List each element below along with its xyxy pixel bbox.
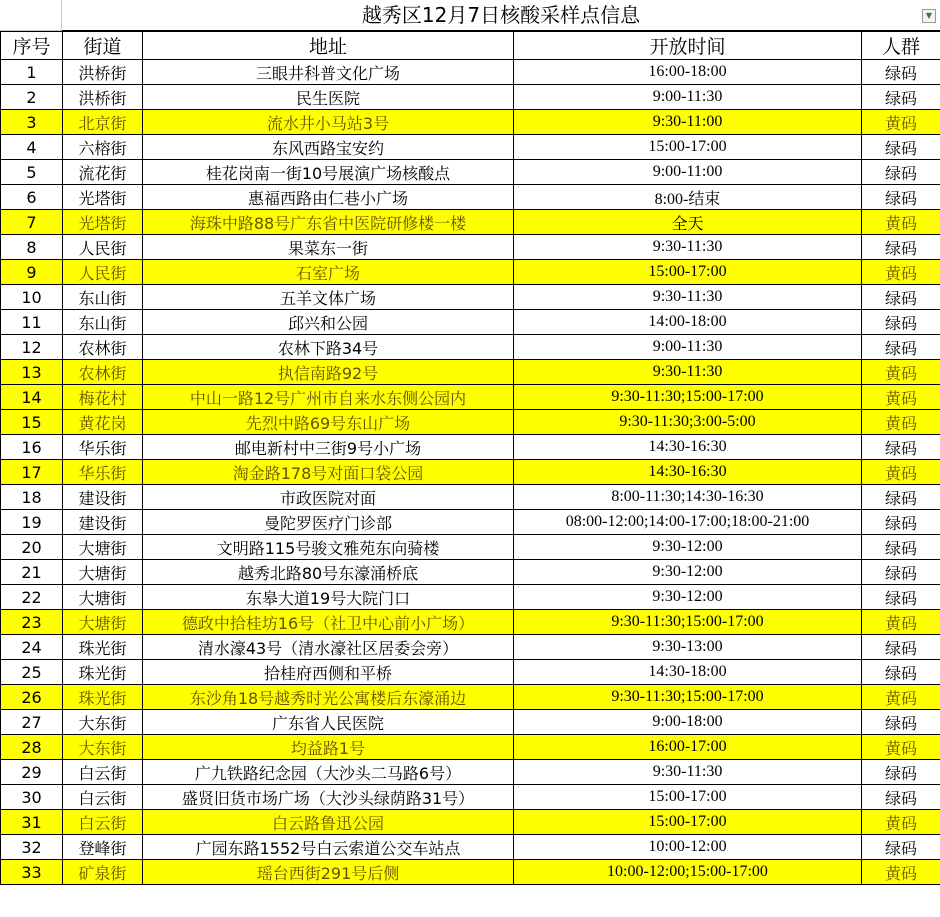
cell-address[interactable]: 德政中拾桂坊16号（社卫中心前小广场）: [143, 610, 514, 635]
cell-open-time[interactable]: 9:30-11:30: [514, 760, 862, 785]
table-row: [1, 385, 940, 410]
cell-group[interactable]: 黄码: [862, 735, 940, 760]
cell-open-time[interactable]: 9:30-11:30: [514, 235, 862, 260]
cell-group[interactable]: 绿码: [862, 285, 940, 310]
cell-street[interactable]: 白云街: [63, 810, 143, 835]
table-row: [1, 235, 940, 260]
cell-address[interactable]: 五羊文体广场: [143, 285, 514, 310]
cell-address[interactable]: 邮电新村中三街9号小广场: [143, 435, 514, 460]
cell-open-time[interactable]: 9:30-12:00: [514, 585, 862, 610]
filter-dropdown-icon[interactable]: ▼: [922, 9, 936, 23]
cell-open-time[interactable]: 10:00-12:00;15:00-17:00: [514, 860, 862, 885]
cell-index[interactable]: 10: [1, 285, 63, 310]
cell-open-time[interactable]: 9:00-11:30: [514, 335, 862, 360]
cell-group[interactable]: 黄码: [862, 110, 940, 135]
cell-address[interactable]: 东皋大道19号大院门口: [143, 585, 514, 610]
cell-group[interactable]: 黄码: [862, 460, 940, 485]
cell-address[interactable]: 盛贤旧货市场广场（大沙头绿荫路31号）: [143, 785, 514, 810]
header-address[interactable]: 地址: [143, 32, 514, 60]
table-row: [1, 360, 940, 385]
cell-index[interactable]: 23: [1, 610, 63, 635]
cell-open-time[interactable]: 9:30-11:30: [514, 285, 862, 310]
cell-open-time[interactable]: 9:00-11:30: [514, 85, 862, 110]
cell-index[interactable]: 24: [1, 635, 63, 660]
cell-open-time[interactable]: 9:30-11:00: [514, 110, 862, 135]
cell-open-time[interactable]: 16:00-18:00: [514, 60, 862, 85]
cell-index[interactable]: 28: [1, 735, 63, 760]
cell-index[interactable]: 1: [1, 60, 63, 85]
cell-address[interactable]: 广九铁路纪念园（大沙头二马路6号）: [143, 760, 514, 785]
cell-group[interactable]: 绿码: [862, 585, 940, 610]
cell-index[interactable]: 22: [1, 585, 63, 610]
cell-street[interactable]: 大塘街: [63, 535, 143, 560]
table-row: [1, 460, 940, 485]
table-row: [1, 85, 940, 110]
table-row: [1, 335, 940, 360]
cell-group[interactable]: 绿码: [862, 560, 940, 585]
cell-group[interactable]: 绿码: [862, 310, 940, 335]
cell-group[interactable]: 黄码: [862, 810, 940, 835]
cell-group[interactable]: 绿码: [862, 135, 940, 160]
cell-address[interactable]: 白云路鲁迅公园: [143, 810, 514, 835]
cell-street[interactable]: 华乐街: [63, 460, 143, 485]
cell-open-time[interactable]: 15:00-17:00: [514, 810, 862, 835]
cell-address[interactable]: 淘金路178号对面口袋公园: [143, 460, 514, 485]
cell-street[interactable]: 矿泉街: [63, 860, 143, 885]
table-row: [1, 835, 940, 860]
cell-street[interactable]: 梅花村: [63, 385, 143, 410]
cell-open-time[interactable]: 14:30-16:30: [514, 435, 862, 460]
cell-group[interactable]: 绿码: [862, 85, 940, 110]
cell-index[interactable]: 20: [1, 535, 63, 560]
cell-address[interactable]: 执信南路92号: [143, 360, 514, 385]
cell-group[interactable]: 绿码: [862, 785, 940, 810]
cell-street[interactable]: 珠光街: [63, 635, 143, 660]
table-row: [1, 535, 940, 560]
cell-address[interactable]: 广东省人民医院: [143, 710, 514, 735]
cell-open-time[interactable]: 9:30-13:00: [514, 635, 862, 660]
cell-index[interactable]: 5: [1, 160, 63, 185]
cell-address[interactable]: 石室广场: [143, 260, 514, 285]
table-body: [1, 60, 940, 885]
cell-address[interactable]: 东沙角18号越秀时光公寓楼后东濠涌边: [143, 685, 514, 710]
cell-group[interactable]: 绿码: [862, 835, 940, 860]
cell-street[interactable]: 建设街: [63, 510, 143, 535]
cell-group[interactable]: 绿码: [862, 235, 940, 260]
table-row: [1, 210, 940, 235]
cell-group[interactable]: 绿码: [862, 485, 940, 510]
cell-address[interactable]: 拾桂府西侧和平桥: [143, 660, 514, 685]
cell-address[interactable]: 文明路115号骏文雅苑东向骑楼: [143, 535, 514, 560]
cell-index[interactable]: 26: [1, 685, 63, 710]
cell-index[interactable]: 11: [1, 310, 63, 335]
cell-index[interactable]: 14: [1, 385, 63, 410]
cell-address[interactable]: 东风西路宝安约: [143, 135, 514, 160]
cell-street[interactable]: 白云街: [63, 785, 143, 810]
cell-open-time[interactable]: 8:00-结束: [514, 185, 862, 210]
cell-index[interactable]: 17: [1, 460, 63, 485]
cell-index[interactable]: 9: [1, 260, 63, 285]
cell-group[interactable]: 黄码: [862, 860, 940, 885]
table-row: [1, 685, 940, 710]
cell-street[interactable]: 建设街: [63, 485, 143, 510]
cell-group[interactable]: 绿码: [862, 335, 940, 360]
table-row: [1, 285, 940, 310]
cell-index[interactable]: 25: [1, 660, 63, 685]
cell-open-time[interactable]: 10:00-12:00: [514, 835, 862, 860]
cell-open-time[interactable]: 15:00-17:00: [514, 785, 862, 810]
cell-open-time[interactable]: 08:00-12:00;14:00-17:00;18:00-21:00: [514, 510, 862, 535]
cell-street[interactable]: 华乐街: [63, 435, 143, 460]
cell-index[interactable]: 30: [1, 785, 63, 810]
cell-index[interactable]: 18: [1, 485, 63, 510]
cell-index[interactable]: 16: [1, 435, 63, 460]
cell-group[interactable]: 黄码: [862, 260, 940, 285]
cell-street[interactable]: 黄花岗: [63, 410, 143, 435]
cell-index[interactable]: 12: [1, 335, 63, 360]
sampling-sites-table: [0, 31, 940, 885]
cell-group[interactable]: 黄码: [862, 410, 940, 435]
cell-street[interactable]: 北京街: [63, 110, 143, 135]
cell-group[interactable]: 绿码: [862, 710, 940, 735]
table-row: [1, 310, 940, 335]
cell-address[interactable]: 中山一路12号广州市自来水东侧公园内: [143, 385, 514, 410]
cell-index[interactable]: 29: [1, 760, 63, 785]
cell-group[interactable]: 绿码: [862, 160, 940, 185]
cell-open-time[interactable]: 14:30-16:30: [514, 460, 862, 485]
cell-address[interactable]: 先烈中路69号东山广场: [143, 410, 514, 435]
cell-street[interactable]: 珠光街: [63, 660, 143, 685]
header-group[interactable]: 人群: [862, 32, 940, 60]
cell-open-time[interactable]: 9:00-11:00: [514, 160, 862, 185]
cell-group[interactable]: 黄码: [862, 610, 940, 635]
cell-open-time[interactable]: 15:00-17:00: [514, 260, 862, 285]
cell-group[interactable]: 黄码: [862, 385, 940, 410]
cell-index[interactable]: 21: [1, 560, 63, 585]
header-row: [1, 32, 940, 60]
cell-address[interactable]: 民生医院: [143, 85, 514, 110]
table-row: [1, 410, 940, 435]
cell-open-time[interactable]: 9:30-12:00: [514, 560, 862, 585]
table-row: [1, 110, 940, 135]
cell-group[interactable]: 绿码: [862, 660, 940, 685]
cell-address[interactable]: 越秀北路80号东濠涌桥底: [143, 560, 514, 585]
cell-open-time[interactable]: 8:00-11:30;14:30-16:30: [514, 485, 862, 510]
cell-open-time[interactable]: 全天: [514, 210, 862, 235]
cell-address[interactable]: 农林下路34号: [143, 335, 514, 360]
cell-index[interactable]: 13: [1, 360, 63, 385]
cell-street[interactable]: 东山街: [63, 310, 143, 335]
cell-address[interactable]: 市政医院对面: [143, 485, 514, 510]
cell-street[interactable]: 人民街: [63, 235, 143, 260]
table-row: [1, 510, 940, 535]
cell-address[interactable]: 瑶台西街291号后侧: [143, 860, 514, 885]
cell-address[interactable]: 流水井小马站3号: [143, 110, 514, 135]
table-row: [1, 760, 940, 785]
table-row: [1, 260, 940, 285]
header-open-time[interactable]: 开放时间: [514, 32, 862, 60]
table-row: [1, 860, 940, 885]
cell-group[interactable]: 黄码: [862, 210, 940, 235]
cell-group[interactable]: 绿码: [862, 510, 940, 535]
cell-street[interactable]: 登峰街: [63, 835, 143, 860]
table-row: [1, 810, 940, 835]
cell-street[interactable]: 流花街: [63, 160, 143, 185]
cell-address[interactable]: 清水濠43号（清水濠社区居委会旁）: [143, 635, 514, 660]
cell-street[interactable]: 农林街: [63, 335, 143, 360]
cell-address[interactable]: 果菜东一街: [143, 235, 514, 260]
cell-open-time[interactable]: 9:30-11:30;3:00-5:00: [514, 410, 862, 435]
cell-street[interactable]: 珠光街: [63, 685, 143, 710]
header-street[interactable]: 街道: [63, 32, 143, 60]
cell-open-time[interactable]: 16:00-17:00: [514, 735, 862, 760]
table-row: [1, 635, 940, 660]
cell-address[interactable]: 惠福西路由仁巷小广场: [143, 185, 514, 210]
cell-open-time[interactable]: 9:30-11:30;15:00-17:00: [514, 610, 862, 635]
table-row: [1, 710, 940, 735]
cell-open-time[interactable]: 14:30-18:00: [514, 660, 862, 685]
cell-group[interactable]: 绿码: [862, 60, 940, 85]
cell-group[interactable]: 绿码: [862, 435, 940, 460]
header-index[interactable]: 序号: [1, 32, 63, 60]
cell-index[interactable]: 19: [1, 510, 63, 535]
cell-group[interactable]: 绿码: [862, 760, 940, 785]
cell-group[interactable]: 黄码: [862, 685, 940, 710]
table-row: [1, 785, 940, 810]
cell-address[interactable]: 邱兴和公园: [143, 310, 514, 335]
cell-group[interactable]: 绿码: [862, 535, 940, 560]
cell-group[interactable]: 绿码: [862, 185, 940, 210]
cell-index[interactable]: 27: [1, 710, 63, 735]
cell-open-time[interactable]: 9:30-11:30;15:00-17:00: [514, 685, 862, 710]
cell-street[interactable]: 洪桥街: [63, 85, 143, 110]
table-row: [1, 735, 940, 760]
cell-street[interactable]: 光塔街: [63, 185, 143, 210]
table-row: [1, 485, 940, 510]
table-row: [1, 610, 940, 635]
cell-street[interactable]: 东山街: [63, 285, 143, 310]
cell-address[interactable]: 三眼井科普文化广场: [143, 60, 514, 85]
cell-street[interactable]: 六榕街: [63, 135, 143, 160]
cell-address[interactable]: 均益路1号: [143, 735, 514, 760]
cell-address[interactable]: 桂花岗南一街10号展演广场核酸点: [143, 160, 514, 185]
cell-index[interactable]: 3: [1, 110, 63, 135]
cell-street[interactable]: 洪桥街: [63, 60, 143, 85]
cell-group[interactable]: 黄码: [862, 360, 940, 385]
cell-index[interactable]: 2: [1, 85, 63, 110]
sheet-title[interactable]: 越秀区12月7日核酸采样点信息: [62, 0, 940, 31]
cell-street[interactable]: 大东街: [63, 735, 143, 760]
cell-index[interactable]: 8: [1, 235, 63, 260]
cell-index[interactable]: 7: [1, 210, 63, 235]
cell-street[interactable]: 人民街: [63, 260, 143, 285]
sheet-corner-cell[interactable]: [0, 0, 62, 31]
cell-open-time[interactable]: 14:00-18:00: [514, 310, 862, 335]
cell-index[interactable]: 32: [1, 835, 63, 860]
cell-street[interactable]: 农林街: [63, 360, 143, 385]
cell-index[interactable]: 4: [1, 135, 63, 160]
cell-index[interactable]: 33: [1, 860, 63, 885]
cell-index[interactable]: 6: [1, 185, 63, 210]
cell-open-time[interactable]: 9:00-18:00: [514, 710, 862, 735]
cell-open-time[interactable]: 15:00-17:00: [514, 135, 862, 160]
cell-open-time[interactable]: 9:30-11:30: [514, 360, 862, 385]
cell-street[interactable]: 大塘街: [63, 585, 143, 610]
cell-index[interactable]: 31: [1, 810, 63, 835]
cell-street[interactable]: 大塘街: [63, 610, 143, 635]
cell-open-time[interactable]: 9:30-11:30;15:00-17:00: [514, 385, 862, 410]
cell-street[interactable]: 白云街: [63, 760, 143, 785]
cell-index[interactable]: 15: [1, 410, 63, 435]
cell-open-time[interactable]: 9:30-12:00: [514, 535, 862, 560]
table-row: [1, 60, 940, 85]
table-row: [1, 660, 940, 685]
table-row: [1, 160, 940, 185]
table-row: [1, 185, 940, 210]
table-row: [1, 435, 940, 460]
cell-address[interactable]: 曼陀罗医疗门诊部: [143, 510, 514, 535]
cell-street[interactable]: 大塘街: [63, 560, 143, 585]
cell-group[interactable]: 绿码: [862, 635, 940, 660]
table-row: [1, 560, 940, 585]
table-row: [1, 135, 940, 160]
cell-address[interactable]: 广园东路1552号白云索道公交车站点: [143, 835, 514, 860]
cell-street[interactable]: 大东街: [63, 710, 143, 735]
table-row: [1, 585, 940, 610]
cell-address[interactable]: 海珠中路88号广东省中医院研修楼一楼: [143, 210, 514, 235]
cell-street[interactable]: 光塔街: [63, 210, 143, 235]
